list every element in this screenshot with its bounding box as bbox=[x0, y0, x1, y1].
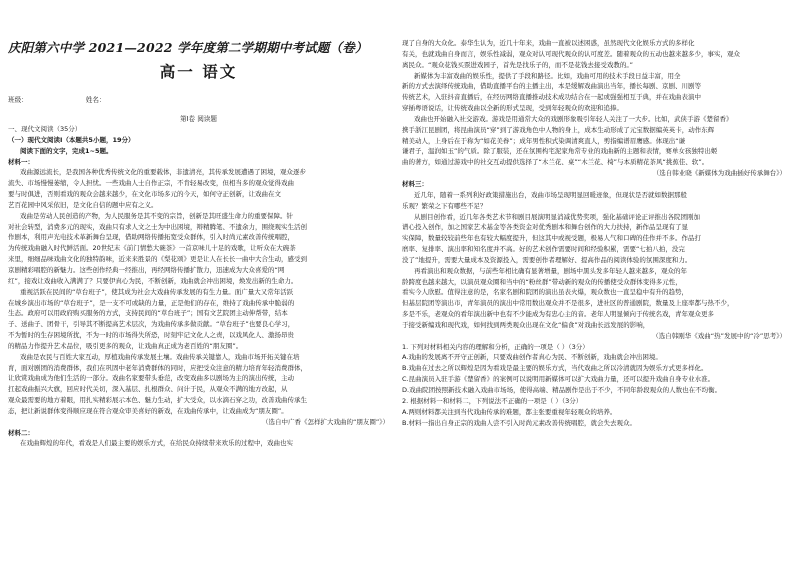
text-line: 艺百花园中风采依旧，是文化自信的题中应有之义。 bbox=[8, 200, 158, 209]
text-line: 乐观？繁荣之下有哪些不足？ bbox=[402, 201, 487, 210]
text-line: 从剧目创作看，近几年各类艺术节和剧目展演明显消减优势奖项，强化基础评论正评推出各院团刚加 bbox=[414, 212, 700, 221]
text-line: 谱心投入创作，加之国家艺术基金等各类资金对优秀剧本和舞台创作的大力扶持，新作品呈现有了显 bbox=[402, 223, 688, 232]
text-line: D.戏曲院团按照新技术融入戏曲市场场，使得高端、精品剧作是出于不少，不同年龄段观众的人数也在不均衡。 bbox=[402, 386, 722, 394]
text-line: （选自韩刚华《戏曲“热”发展中的“冷”思考》） bbox=[652, 331, 786, 340]
text-line: 1. 下列对材料相关内容的理解和分析，正确的一项是（ ）（3分） bbox=[402, 342, 589, 351]
text-line: 新媒体为丰富戏曲的娱乐性，提供了手段和路径。比如，戏曲可用的技术手段日益丰富，用全 bbox=[414, 71, 681, 80]
text-line: 的精品力作提升艺术品位，吸引更多的观众，让戏曲真正成为老百姓的“朋友圈”。 bbox=[8, 341, 243, 350]
text-line: C.昆曲演员入驻手游《楚留香》的案例可以说明用新媒体可以扩大戏曲力量，还可以提升戏曲自身专业水准。 bbox=[402, 375, 715, 384]
text-line: （选自中广香《怎样扩大戏曲的“朋友圈”》） bbox=[262, 417, 389, 426]
text-line: 实保障，数量较较前些年也有较大幅度提升，但这其中或视受题，极易人气和口碑的佳作并不多。作品打 bbox=[402, 234, 701, 243]
text-line: 携手浙江昆剧团，将昆曲演员“穿”到了游戏角色中人物的身上，成本生动形成了元宝数据编英英卡，动作东辉 bbox=[402, 125, 715, 134]
text-line: 红”，接戏让戏曲收入满满了？只要伊真心为民，不断创新，戏曲就会冲出困境，焕发出新的生命力。 bbox=[8, 276, 298, 285]
text-line: 育，面对剧团的消费群体，我们在巩固中老年消费群体的同时，应把受众注意的精力培育年轻消费群体， bbox=[8, 363, 307, 372]
right-text-block bbox=[402, 38, 786, 428]
text-line: 材料二： bbox=[8, 428, 34, 437]
text-line: 谦君子，温润如玉”的气质。除了服装，还在氛围构宅泥家角常专业的戏曲新的主题和表情，赛单女孩独特出姬 bbox=[402, 147, 718, 156]
text-line: 龄跨度也越来越大，以演员观众圈和当中的“粉丝群”带动新的观众的传播使受众群体变得多元性， bbox=[402, 277, 682, 286]
text-line: 看实今人欣慰。值得注意的是，名家名剧和院团的演出虽表火爆，观众数也一直呈稳中有升的趋势， bbox=[402, 288, 688, 297]
text-line: 新的方式去演绎传统戏曲，借助直播平台的主播主出，本是缓解戏曲演出当年，播长每剧、京剧、川剧等 bbox=[402, 82, 701, 91]
text-line: 离民众。“观众花钱买票进戏园子，首先是找乐子的，而不是花钱去接受戏教的。” bbox=[402, 60, 633, 69]
text-line: 态，把让新说群体变得顺应现在符合观众审美喜好的新戏，在戏曲传承中，让戏曲成为“朋友圈”。 bbox=[8, 406, 288, 415]
text-line: 子、送曲子、团骨干，引导其不断提高艺术层次，为戏曲传承多做贡献。“草台班子”也要良心学习， bbox=[8, 320, 295, 329]
text-line: 戏曲也开始融入社交游戏。游戏是用通常大众的戏剧形象吸引年轻人关注了一大步。比如，武侠手游《楚留香》 bbox=[414, 114, 733, 123]
name-label: 姓名： bbox=[85, 96, 106, 104]
text-line: 传统艺术，入驻抖音直播后，在经历网络直播推动技术成功结合在一起或强强相互于典，并在戏曲表演中 bbox=[402, 93, 701, 102]
text-line: 在城乡演出市场的“草台班子”，是一支不可或缺的力量，正是他们的存在，维持了戏曲传承中脆弱的 bbox=[8, 298, 295, 307]
text-line: 近几年，随着一系列利好政策措施出台，戏曲市场呈现明显回暖迹象，但现状是否就如数据那般 bbox=[414, 190, 687, 199]
text-line: （一）现代文阅读Ⅰ（本题共5小题，19分） bbox=[8, 135, 135, 144]
text-line: 要与时俱进，否则看戏的观众会越来越少，在文化市场多元的今天，如何守正创新，让戏曲在文 bbox=[8, 190, 281, 199]
text-line: 没了”地提升，需要大量成本及资源投入，需要创作者理解好、提高作品的阅读体验的氛围深度和力。 bbox=[402, 255, 692, 264]
text-line: （选自韩业晓《新媒体为戏曲插好传承舞台》） bbox=[652, 169, 786, 178]
text-line: 为传统戏曲融入时代鲜活面。20世纪末《前门情愁大碗茶》一首京味儿十足的戏歌，让听众在大碗茶 bbox=[8, 244, 296, 253]
text-line: 扛起戏曲振兴大旗，回应时代关切，深入基层、扎根群众、问计于民，从观众不满的地方改起，从 bbox=[8, 385, 288, 394]
text-line: 现了自身的大众化。泰华生认为，近几十年来，戏曲一直被以述困惑，虽然现代文化娱乐方式的多样化 bbox=[402, 39, 695, 47]
student-info-row bbox=[8, 94, 106, 104]
text-line: 材料三： bbox=[402, 179, 428, 188]
text-line: 不为暂时的生存困境所扰，不为一时的市场得失所恐，时刻牢记文化人之责，以戏风化人、激扬昂贵 bbox=[8, 331, 294, 340]
text-line: 穿插粤语说话，让传统戏曲以全新的形式呈现，受到年轻观众的欢迎和追捧。 bbox=[402, 104, 623, 113]
text-line: 在戏曲辉煌的年代，看戏是人们最主要的娱乐方式，在给民众持续带来欢乐的过程中，戏曲也实 bbox=[20, 439, 293, 448]
text-line: 于接受新编戏和现代戏，如何找到两类观众出现在文化“偏食”对戏曲长远发展的影响， bbox=[402, 320, 650, 329]
text-line: 戏曲是农民与百姓大家互动，厚植戏曲传承发展土壤。戏曲传承关键靠人，戏曲市场开拓关键在培 bbox=[20, 352, 300, 361]
volume-title: 第Ⅰ卷 阅读题 bbox=[179, 115, 217, 123]
class-label: 班级： bbox=[8, 96, 28, 104]
text-line: 观众最需要的地方着眼，用扎实精彩展示本色、魅力生动，扩大受众，以水滴石穿之功，改善戏曲传承生 bbox=[8, 396, 307, 405]
text-line: B.材料一指出自身正宗的戏曲人尝不引入时尚元素改善传统唱腔，就会失去观众。 bbox=[402, 418, 637, 427]
text-line: 一、现代文阅读（35分） bbox=[8, 125, 82, 133]
subject-title: 高一 语文 bbox=[159, 63, 238, 81]
text-line: 戏曲源远流长，是我国各种优秀传统文化的重要载体，非遗清亮，其传承发展遭遇了困境，观众逐步 bbox=[20, 168, 306, 177]
exam-title: 庆阳第六中学 2021—2022 学年度第二学期期中考试题（卷） bbox=[8, 40, 368, 55]
text-line: A.两则材料都关注到当代戏曲传承的难题，都主张要重视年轻观众的培养。 bbox=[402, 407, 617, 416]
text-line: 让欣赏戏曲成为他们生活的一部分。戏曲名家要带头垂范，改变戏曲多以剧场为主的演出传统，主动 bbox=[8, 374, 294, 383]
text-line: 精美动人，上身后在于称为“如花美眷”；成年男性积式染调清爽直人，剪指编谱眉鹰感。体现出“谦 bbox=[402, 136, 686, 145]
text-line: 材料一： bbox=[8, 157, 34, 166]
text-line: 重视活跃在民间的“草台班子”，使其成为社会大戏曲传承发展的有生力量。面广量大又常年活跃 bbox=[20, 287, 294, 296]
text-line: A.戏曲的发展离不开守正创新，只要戏曲创作者真心为民、不断创新，戏曲就会冲出困境。 bbox=[402, 353, 662, 362]
text-line: 生态。政府可以用政府购买服务的方式，支持民间的“草台班子”；国有文艺院团主动伸帮带，结本 bbox=[8, 309, 288, 318]
text-line: 对社会转型，消费多元的现实，戏曲只有求人文之士为中出困境，辩精腾笔、不遗余力，围绕观实生活创 bbox=[8, 222, 307, 231]
text-line: B.戏曲在过去之所以辉煌是因为看戏是最主要的娱乐方式，当代戏曲之所以冷清就因为娱乐方式更多样化。 bbox=[402, 364, 708, 373]
text-line: 曲的著方，如通过游戏中的社交互动提供选择了“木兰花、桌”“木兰花、椅”与本质精花茶风“挑蕉佳、软”。 bbox=[402, 158, 709, 167]
text-line: 再看演出和观众数据，与前些年相比确有显著增量，剧场中黑头发多年轻人越来越多，观众的年 bbox=[414, 266, 687, 275]
text-line: 有关，也就戏曲自身而言，娱乐性减弱，观众对认可现代观众的认可度差。随着观众的五动也越来越多少，事实，观众 bbox=[402, 49, 740, 58]
text-line: 2. 根据材料一和材料二，下列说法不正确的一项是（ ）（3分） bbox=[402, 396, 583, 405]
text-line: 阅读下面的文字，完成1~5题。 bbox=[20, 146, 113, 155]
text-line: 京剧精彩唱腔的新魅力。这些创作经典一经推出，再经网络传播扩散力，迅速成为大众喜爱的“网 bbox=[8, 265, 285, 274]
text-line: 多是不乐，老观众的看年演出新中也有不少能成为有忠心主的音。老年人明显倾向于传统名戏，青年观众更多 bbox=[402, 310, 714, 319]
text-line: 来里，细细品味戏曲文化的独特韵味，近来来胜景的《梨花颂》更是让人在长长一曲中大合生动，感受到 bbox=[8, 255, 307, 264]
left-text-block bbox=[8, 124, 389, 449]
text-line: 磨率、复排率、演出率和知名度并不高。好的艺术创作需要时间和经验积累，需要“七拍八拍，没完 bbox=[402, 245, 685, 254]
text-line: 流失、市场慢慢萎缩，令人担忧。一些戏曲人士自作正宗，不肯轻易改变，但相当多的观众觉得戏曲 bbox=[8, 179, 294, 188]
text-line: 但基层院团等演出市，青年演员的演出中常用数出观众并不是很多，进社区的普通剧院，数量及上座率都与热不少， bbox=[402, 299, 734, 308]
text-line: 戏曲是劳动人民创造的产物，为人民服务是其不变的宗旨，创新是其旺盛生命力的重要保障。针 bbox=[20, 211, 293, 220]
text-line: 作剧本，利用声光电技术革新舞台呈现，借助网络传播拓宽受众群体，引入时尚元素改善传统唱腔， bbox=[8, 233, 294, 242]
